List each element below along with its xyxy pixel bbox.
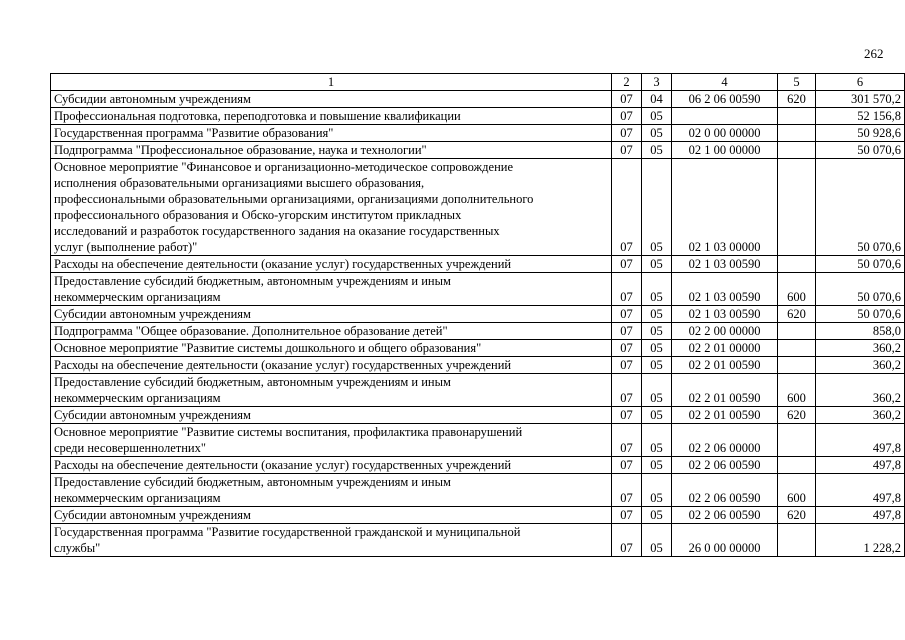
expense-name-cell: Основное мероприятие "Финансовое и организационно-методическое сопровождение исполнения образовательными организациями высшего образования, профессиональными образовательными организациями, организациями дополнительного профессионального образования и Обско-угорским институтом прикладных исследований и разработок государственного задания на оказание государственных услуг (выполнение работ)"	[51, 159, 612, 256]
table-row	[51, 340, 905, 357]
amount-cell: 50 070,6	[816, 142, 905, 159]
table-row	[51, 273, 905, 306]
target-article-cell	[672, 108, 778, 125]
section-code-cell: 07	[612, 108, 642, 125]
table-row	[51, 142, 905, 159]
target-article-cell: 26 0 00 00000	[672, 524, 778, 557]
subsection-code-cell: 05	[642, 323, 672, 340]
expense-type-cell: 620	[778, 306, 816, 323]
expense-name-cell: Расходы на обеспечение деятельности (оказание услуг) государственных учреждений	[51, 357, 612, 374]
target-article-cell: 02 1 00 00000	[672, 142, 778, 159]
table-row	[51, 457, 905, 474]
target-article-cell: 02 2 01 00590	[672, 374, 778, 407]
section-code-cell: 07	[612, 524, 642, 557]
subsection-code-cell: 05	[642, 524, 672, 557]
target-article-cell: 02 2 06 00590	[672, 457, 778, 474]
section-code-cell: 07	[612, 407, 642, 424]
header-cell-6: 6	[816, 74, 905, 91]
table-row	[51, 507, 905, 524]
table-row	[51, 256, 905, 273]
expense-name-cell: Расходы на обеспечение деятельности (оказание услуг) государственных учреждений	[51, 256, 612, 273]
section-code-cell: 07	[612, 457, 642, 474]
amount-cell: 50 070,6	[816, 273, 905, 306]
target-article-cell: 02 2 01 00000	[672, 340, 778, 357]
expense-type-cell	[778, 256, 816, 273]
header-cell-4: 4	[672, 74, 778, 91]
expense-type-cell: 600	[778, 273, 816, 306]
expense-type-cell	[778, 340, 816, 357]
subsection-code-cell: 05	[642, 424, 672, 457]
amount-cell: 50 070,6	[816, 256, 905, 273]
expense-type-cell	[778, 357, 816, 374]
expense-type-cell	[778, 323, 816, 340]
expense-name-cell: Субсидии автономным учреждениям	[51, 407, 612, 424]
target-article-cell: 02 1 03 00000	[672, 159, 778, 256]
target-article-cell: 02 1 03 00590	[672, 306, 778, 323]
expense-name-cell: Государственная программа "Развитие государственной гражданской и муниципальной службы"	[51, 524, 612, 557]
header-cell-3: 3	[642, 74, 672, 91]
amount-cell: 360,2	[816, 374, 905, 407]
header-cell-2: 2	[612, 74, 642, 91]
target-article-cell: 02 2 01 00590	[672, 357, 778, 374]
subsection-code-cell: 05	[642, 273, 672, 306]
expense-type-cell: 600	[778, 474, 816, 507]
subsection-code-cell: 05	[642, 142, 672, 159]
section-code-cell: 07	[612, 424, 642, 457]
expense-type-cell: 620	[778, 407, 816, 424]
amount-cell: 360,2	[816, 340, 905, 357]
header-cell-5: 5	[778, 74, 816, 91]
target-article-cell: 02 2 06 00590	[672, 474, 778, 507]
amount-cell: 1 228,2	[816, 524, 905, 557]
expense-name-cell: Расходы на обеспечение деятельности (оказание услуг) государственных учреждений	[51, 457, 612, 474]
section-code-cell: 07	[612, 125, 642, 142]
expense-type-cell: 620	[778, 91, 816, 108]
subsection-code-cell: 05	[642, 306, 672, 323]
target-article-cell: 06 2 06 00590	[672, 91, 778, 108]
subsection-code-cell: 04	[642, 91, 672, 108]
subsection-code-cell: 05	[642, 357, 672, 374]
header-row	[51, 74, 905, 91]
section-code-cell: 07	[612, 273, 642, 306]
table-row	[51, 108, 905, 125]
amount-cell: 497,8	[816, 457, 905, 474]
target-article-cell: 02 0 00 00000	[672, 125, 778, 142]
expense-type-cell: 600	[778, 374, 816, 407]
expense-name-cell: Субсидии автономным учреждениям	[51, 306, 612, 323]
target-article-cell: 02 2 06 00590	[672, 507, 778, 524]
section-code-cell: 07	[612, 306, 642, 323]
table-row	[51, 424, 905, 457]
amount-cell: 50 070,6	[816, 306, 905, 323]
table-row	[51, 524, 905, 557]
expense-name-cell: Предоставление субсидий бюджетным, автономным учреждениям и иным некоммерческим организациям	[51, 474, 612, 507]
table-row	[51, 407, 905, 424]
target-article-cell: 02 2 06 00000	[672, 424, 778, 457]
subsection-code-cell: 05	[642, 407, 672, 424]
expense-type-cell	[778, 125, 816, 142]
section-code-cell: 07	[612, 142, 642, 159]
table-row	[51, 323, 905, 340]
expense-name-cell: Подпрограмма "Общее образование. Дополнительное образование детей"	[51, 323, 612, 340]
budget-table	[50, 73, 905, 557]
section-code-cell: 07	[612, 159, 642, 256]
section-code-cell: 07	[612, 474, 642, 507]
subsection-code-cell: 05	[642, 108, 672, 125]
amount-cell: 360,2	[816, 407, 905, 424]
amount-cell: 497,8	[816, 424, 905, 457]
subsection-code-cell: 05	[642, 340, 672, 357]
expense-name-cell: Предоставление субсидий бюджетным, автономным учреждениям и иным некоммерческим организациям	[51, 273, 612, 306]
amount-cell: 360,2	[816, 357, 905, 374]
expense-name-cell: Основное мероприятие "Развитие системы дошкольного и общего образования"	[51, 340, 612, 357]
amount-cell: 50 928,6	[816, 125, 905, 142]
amount-cell: 301 570,2	[816, 91, 905, 108]
expense-name-cell: Субсидии автономным учреждениям	[51, 507, 612, 524]
table-row	[51, 357, 905, 374]
table-row	[51, 91, 905, 108]
target-article-cell: 02 1 03 00590	[672, 256, 778, 273]
table-row	[51, 159, 905, 256]
expense-name-cell: Субсидии автономным учреждениям	[51, 91, 612, 108]
subsection-code-cell: 05	[642, 256, 672, 273]
subsection-code-cell: 05	[642, 159, 672, 256]
expense-type-cell	[778, 524, 816, 557]
page-number: 262	[864, 46, 884, 61]
expense-type-cell: 620	[778, 507, 816, 524]
section-code-cell: 07	[612, 374, 642, 407]
table-row	[51, 306, 905, 323]
amount-cell: 50 070,6	[816, 159, 905, 256]
subsection-code-cell: 05	[642, 474, 672, 507]
subsection-code-cell: 05	[642, 374, 672, 407]
section-code-cell: 07	[612, 357, 642, 374]
table-row	[51, 474, 905, 507]
target-article-cell: 02 2 00 00000	[672, 323, 778, 340]
target-article-cell: 02 1 03 00590	[672, 273, 778, 306]
amount-cell: 497,8	[816, 474, 905, 507]
subsection-code-cell: 05	[642, 457, 672, 474]
subsection-code-cell: 05	[642, 507, 672, 524]
expense-type-cell	[778, 108, 816, 125]
expense-name-cell: Государственная программа "Развитие образования"	[51, 125, 612, 142]
expense-type-cell	[778, 457, 816, 474]
expense-type-cell	[778, 159, 816, 256]
target-article-cell: 02 2 01 00590	[672, 407, 778, 424]
section-code-cell: 07	[612, 507, 642, 524]
amount-cell: 52 156,8	[816, 108, 905, 125]
table-row	[51, 125, 905, 142]
expense-name-cell: Предоставление субсидий бюджетным, автономным учреждениям и иным некоммерческим организациям	[51, 374, 612, 407]
expense-name-cell: Подпрограмма "Профессиональное образование, наука и технологии"	[51, 142, 612, 159]
section-code-cell: 07	[612, 91, 642, 108]
section-code-cell: 07	[612, 340, 642, 357]
expense-type-cell	[778, 424, 816, 457]
expense-name-cell: Профессиональная подготовка, переподготовка и повышение квалификации	[51, 108, 612, 125]
amount-cell: 858,0	[816, 323, 905, 340]
subsection-code-cell: 05	[642, 125, 672, 142]
amount-cell: 497,8	[816, 507, 905, 524]
section-code-cell: 07	[612, 256, 642, 273]
header-cell-1: 1	[51, 74, 612, 91]
table-row	[51, 374, 905, 407]
expense-type-cell	[778, 142, 816, 159]
expense-name-cell: Основное мероприятие "Развитие системы воспитания, профилактика правонарушений среди несовершеннолетних"	[51, 424, 612, 457]
section-code-cell: 07	[612, 323, 642, 340]
